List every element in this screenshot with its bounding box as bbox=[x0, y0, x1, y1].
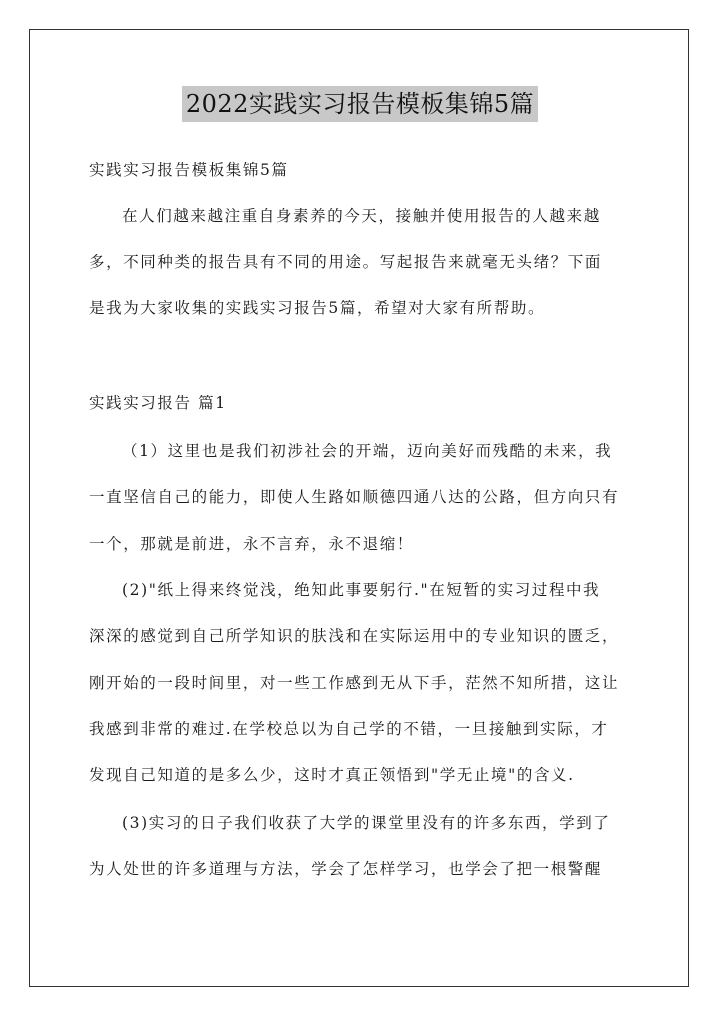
section-heading: 实践实习报告 篇1 bbox=[89, 394, 227, 412]
paragraph-line: 一直坚信自己的能力，即使人生路如顺德四通八达的公路，但方向只有 bbox=[89, 488, 620, 506]
document-title: 2022实践实习报告模板集锦5篇 bbox=[182, 86, 538, 122]
paragraph-line: 是我为大家收集的实践实习报告5篇，希望对大家有所帮助。 bbox=[89, 299, 546, 317]
paragraph-line: （1）这里也是我们初涉社会的开端，迈向美好而残酷的未来，我 bbox=[122, 442, 613, 460]
title-wrap bbox=[0, 86, 720, 122]
paragraph-line: 一个，那就是前进，永不言弃，永不退缩！ bbox=[89, 535, 414, 553]
paragraph-line: 我感到非常的难过.在学校总以为自己学的不错，一旦接触到实际，才 bbox=[89, 720, 609, 738]
paragraph-line: (2)"纸上得来终觉浅，绝知此事要躬行."在短暂的实习过程中我 bbox=[122, 581, 601, 599]
subtitle-line: 实践实习报告模板集锦5篇 bbox=[89, 161, 289, 179]
paragraph-line: 为人处世的许多道理与方法，学会了怎样学习，也学会了把一根警醒 bbox=[89, 860, 603, 878]
paragraph-line: (3)实习的日子我们收获了大学的课堂里没有的许多东西，学到了 bbox=[122, 814, 611, 832]
paragraph-line: 刚开始的一段时间里，对一些工作感到无从下手，茫然不知所措，这让 bbox=[89, 674, 620, 692]
paragraph-line: 在人们越来越注重自身素养的今天，接触并使用报告的人越来越 bbox=[122, 207, 601, 225]
paragraph-line: 发现自己知道的是多么少，这时才真正领悟到"学无止境"的含义. bbox=[89, 766, 575, 784]
paragraph-line: 深深的感觉到自己所学知识的肤浅和在实际运用中的专业知识的匮乏， bbox=[89, 627, 620, 645]
paragraph-line: 多，不同种类的报告具有不同的用途。写起报告来就毫无头绪？下面 bbox=[89, 253, 603, 271]
